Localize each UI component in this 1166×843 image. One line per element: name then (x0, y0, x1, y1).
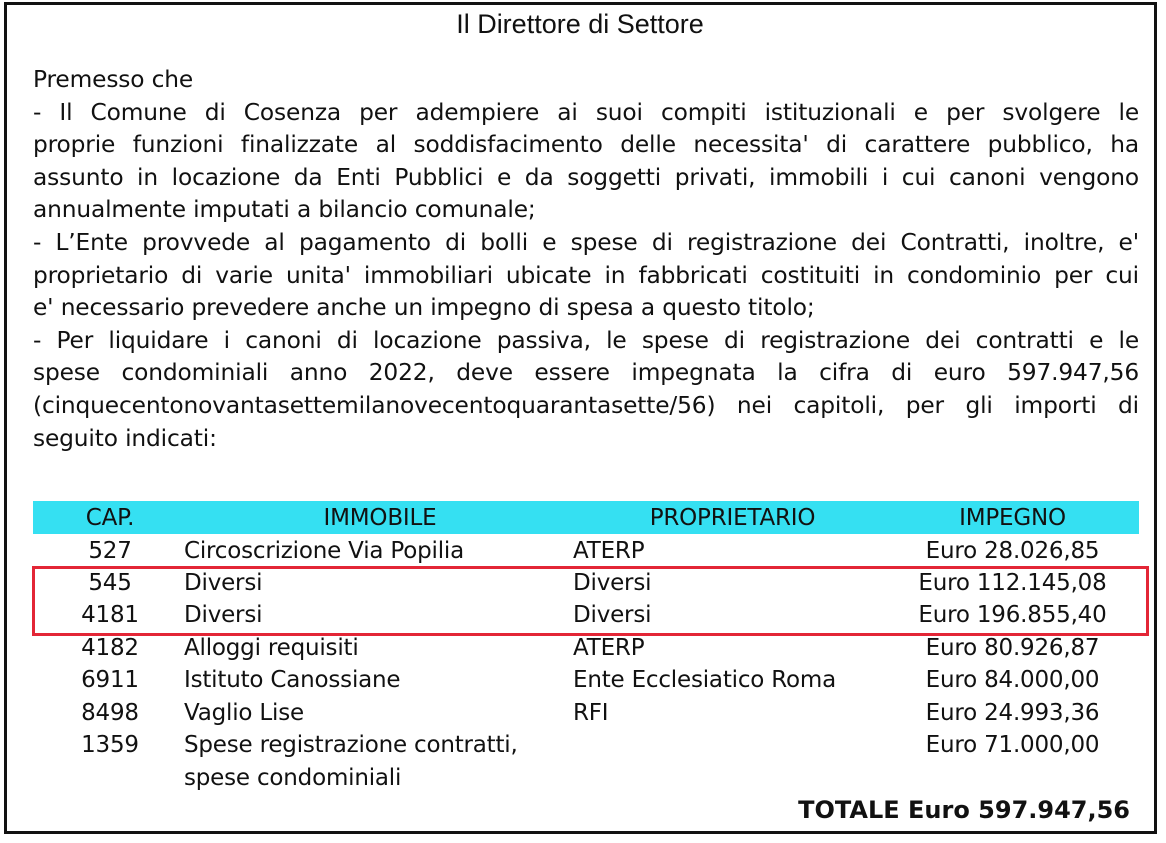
table-cell-impegno: Euro 24.993,36 (925, 700, 1100, 726)
paragraph-line: proprie funzioni finalizzate al soddisfacimento delle necessita' di carattere pubblico, ha (33, 131, 1139, 159)
table-cell-cap: 6911 (81, 667, 139, 693)
table-cell-cap: 4181 (81, 602, 139, 628)
paragraph-line: - L’Ente provvede al pagamento di bolli e spese di registrazione dei Contratti, inoltre, e' (33, 228, 1139, 256)
table-cell-immobile: Diversi (184, 602, 263, 628)
table-cell-proprietario: ATERP (573, 538, 645, 564)
table-cell-impegno: Euro 80.926,87 (925, 635, 1100, 661)
total-amount: TOTALE Euro 597.947,56 (798, 796, 1130, 824)
table-cell-impegno: Euro 71.000,00 (925, 732, 1100, 758)
table-cell-cap: 545 (88, 570, 132, 596)
premise-section (33, 64, 1139, 455)
column-header-cap: CAP. (85, 505, 135, 531)
paragraph-line: seguito indicati: (33, 424, 217, 452)
table-cell-impegno: Euro 112.145,08 (918, 570, 1107, 596)
paragraph-2 (33, 227, 1139, 325)
table-cell-immobile: Spese registrazione contratti, (184, 732, 518, 758)
table-cell-proprietario: RFI (573, 700, 609, 726)
highlight-box (32, 566, 1149, 636)
paragraph-line: - Per liquidare i canoni di locazione passiva, le spese di registrazione dei contratti e le (33, 326, 1139, 354)
table-cell-impegno: Euro 84.000,00 (925, 667, 1100, 693)
table-cell-impegno: Euro 28.026,85 (925, 538, 1100, 564)
paragraph-line: (cinquecentonovantasettemilanovecentoquarantasette/56) nei capitoli, per gli importi di (33, 391, 1139, 419)
column-header-proprietario: PROPRIETARIO (649, 505, 816, 531)
table-cell-immobile: Vaglio Lise (184, 700, 304, 726)
table-cell-cap: 4182 (81, 635, 139, 661)
table-cell-proprietario: ATERP (573, 635, 645, 661)
paragraph-line: assunto in locazione da Enti Pubblici e da soggetti privati, immobili i cui canoni vengono (33, 163, 1139, 191)
table-cell-proprietario: Ente Ecclesiatico Roma (573, 667, 836, 693)
paragraph-line: annualmente imputati a bilancio comunale; (33, 196, 536, 224)
premise-label: Premesso che (33, 66, 194, 93)
paragraph-line: e' necessario prevedere anche un impegno di spesa a questo titolo; (33, 294, 815, 322)
table-cell-impegno: Euro 196.855,40 (918, 602, 1107, 628)
table-cell-proprietario: Diversi (573, 570, 652, 596)
table-cell-immobile: Alloggi requisiti (184, 635, 359, 661)
table-cell-immobile: Diversi (184, 570, 263, 596)
table-cell-proprietario: Diversi (573, 602, 652, 628)
table-cell-immobile: spese condominiali (184, 765, 402, 791)
table-cell-cap: 1359 (81, 732, 139, 758)
table-cell-cap: 527 (88, 538, 132, 564)
paragraph-line: - Il Comune di Cosenza per adempiere ai suoi compiti istituzionali e per svolgere le (33, 98, 1139, 126)
paragraph-line: proprietario di varie unita' immobiliari ubicate in fabbricati costituiti in condominio per cui (33, 261, 1139, 289)
paragraph-1 (33, 97, 1139, 227)
column-header-impegno: IMPEGNO (959, 505, 1066, 531)
document-title: Il Direttore di Settore (456, 9, 704, 39)
table-cell-immobile: Circoscrizione Via Popilia (184, 538, 464, 564)
column-header-immobile: IMMOBILE (323, 505, 437, 531)
paragraph-line: spese condominiali anno 2022, deve essere impegnata la cifra di euro 597.947,56 (33, 359, 1139, 387)
table-cell-immobile: Istituto Canossiane (184, 667, 401, 693)
table-cell-cap: 8498 (81, 700, 139, 726)
paragraph-3 (33, 325, 1139, 455)
